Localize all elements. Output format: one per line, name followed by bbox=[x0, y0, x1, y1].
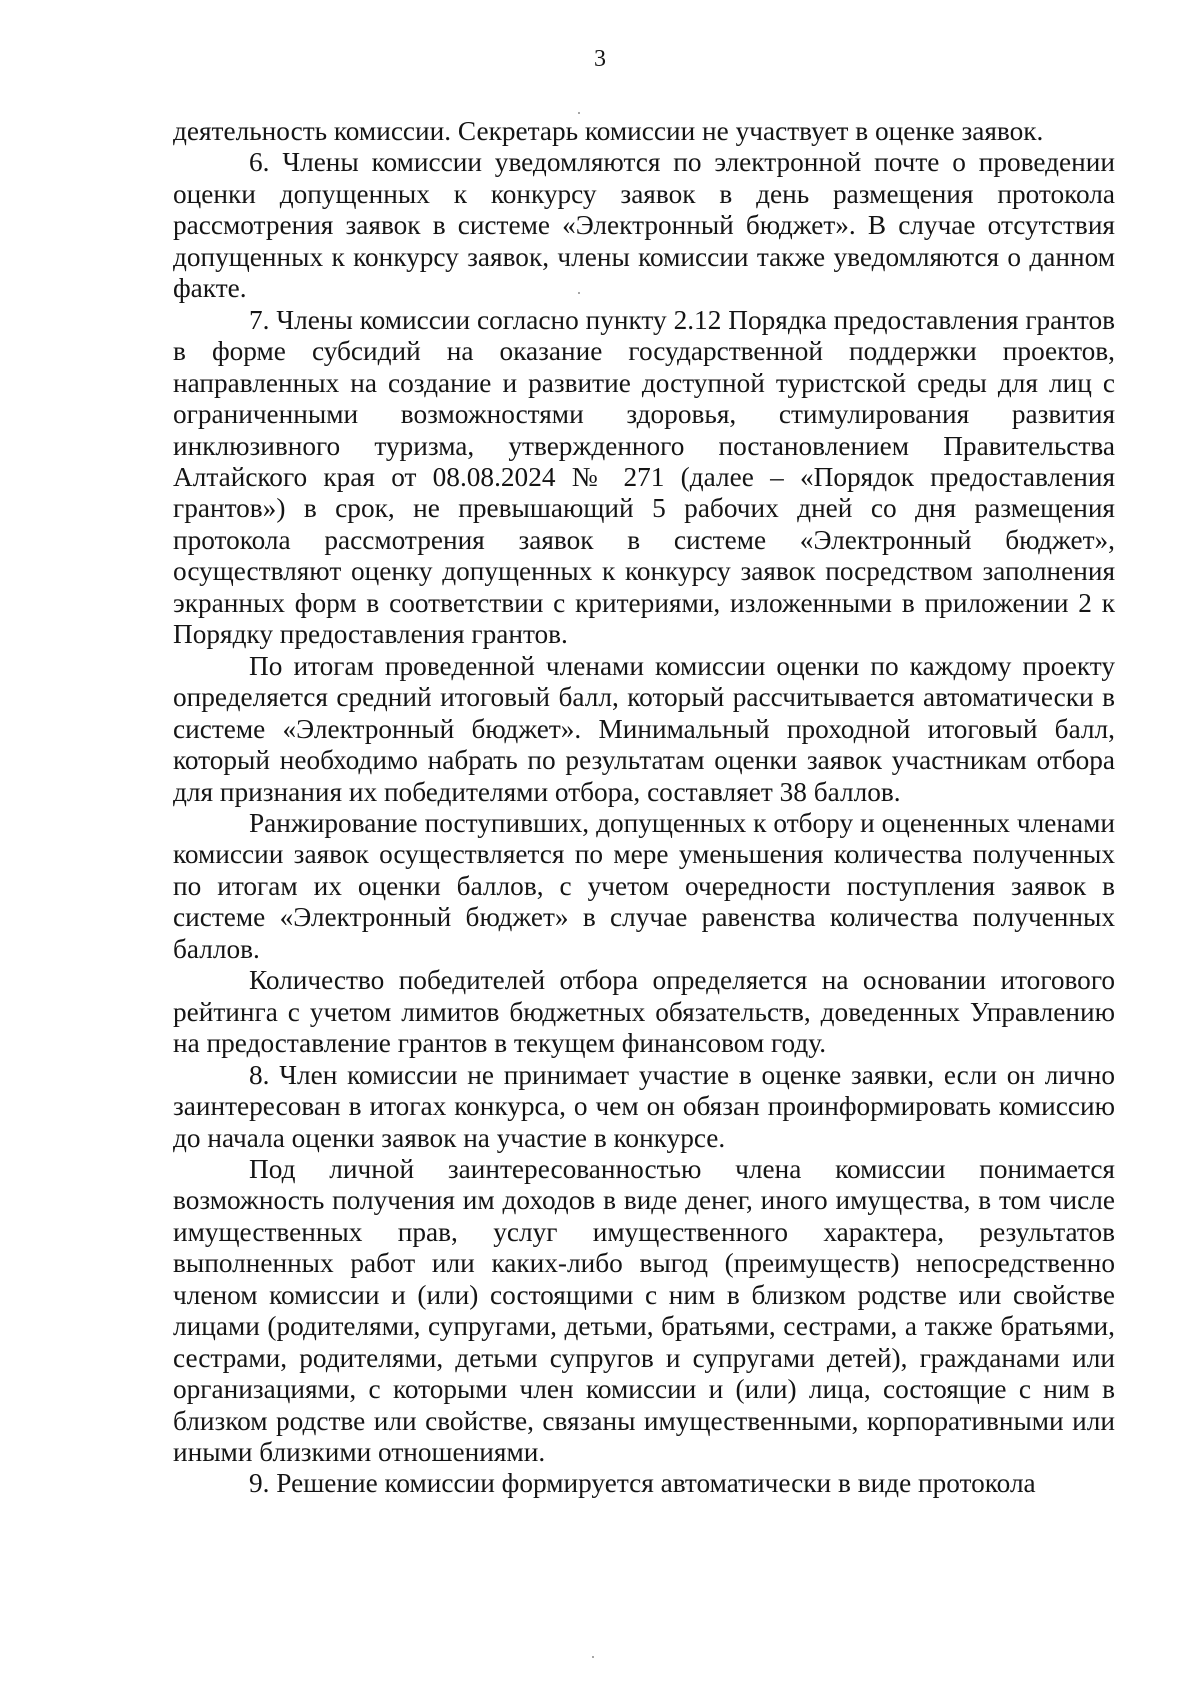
paragraph-ranking: Ранжирование поступивших, допущенных к отбору и оцененных членами комиссии заявок осуществляется по мере уменьшения количества полученных по итогам их оценки баллов, с учетом очередности поступления заявок в системе «Электронный бюджет» в случае равенства количества полученных баллов. bbox=[173, 807, 1115, 964]
paragraph-continuation: деятельность комиссии. Секретарь комиссии не участвует в оценке заявок. bbox=[173, 116, 1044, 146]
paragraph-item-6: 6. Члены комиссии уведомляются по электронной почте о проведении оценки допущенных к конкурсу заявок в день размещения протокола рассмотрения заявок в системе «Электронный бюджет». В случае отсутствия допущенных к конкурсу заявок, члены комиссии также уведомляются о данном факте. bbox=[173, 147, 1115, 304]
paragraph-item-8: 8. Член комиссии не принимает участие в оценке заявки, если он лично заинтересован в итогах конкурса, о чем он обязан проинформировать комиссию до начала оценки заявок на участие в конкурсе. bbox=[173, 1059, 1115, 1153]
page-number: 3 bbox=[594, 46, 606, 72]
paragraph-item-7: 7. Члены комиссии согласно пункту 2.12 Порядка предоставления грантов в форме субсидий на оказание государственной поддержки проектов, направленных на создание и развитие доступной туристской среды для лиц с ограниченными возможностями здоровья, стимулирования развития инклюзивного туризма, утвержденного постановлением Правительства Алтайского края от 08.08.2024 № 271 (далее – «Порядок предоставления грантов») в срок, не превышающий 5 рабочих дней со дня размещения протокола рассмотрения заявок в системе «Электронный бюджет», осуществляют оценку допущенных к конкурсу заявок посредством заполнения экранных форм в соответствии с критериями, изложенными в приложении 2 к Порядку предоставления грантов. bbox=[173, 304, 1115, 650]
paragraph-winners-count: Количество победителей отбора определяется на основании итогового рейтинга с учетом лимитов бюджетных обязательств, доведенных Управлению на предоставление грантов в текущем финансовом году. bbox=[173, 965, 1115, 1059]
paragraph-average-score: По итогам проведенной членами комиссии оценки по каждому проекту определяется средний итоговый балл, который рассчитывается автоматически в системе «Электронный бюджет». Минимальный проходной итоговый балл, который необходимо набрать по результатам оценки заявок участникам отбора для признания их победителями отбора, составляет 38 баллов. bbox=[173, 650, 1115, 807]
scan-speck bbox=[592, 1656, 594, 1658]
scan-speck bbox=[578, 112, 580, 114]
document-body bbox=[173, 116, 1115, 1500]
paragraph-personal-interest: Под личной заинтересованностью члена комиссии понимается возможность получения им доходов в виде денег, иного имущества, в том числе имущественных прав, услуг имущественного характера, результатов выполненных работ или каких-либо выгод (преимуществ) непосредственно членом комиссии и (или) состоящими с ним в близком родстве или свойстве лицами (родителями, супругами, детьми, братьями, сестрами, а также братьями, сестрами, родителями, детьми супругов и супругами детей), гражданами или организациями, с которыми член комиссии и (или) лица, состоящие с ним в близком родстве или свойстве, связаны имущественными, корпоративными или иными близкими отношениями. bbox=[173, 1153, 1115, 1468]
paragraph-item-9: 9. Решение комиссии формируется автоматически в виде протокола bbox=[249, 1468, 1036, 1499]
scan-speck bbox=[578, 292, 580, 294]
